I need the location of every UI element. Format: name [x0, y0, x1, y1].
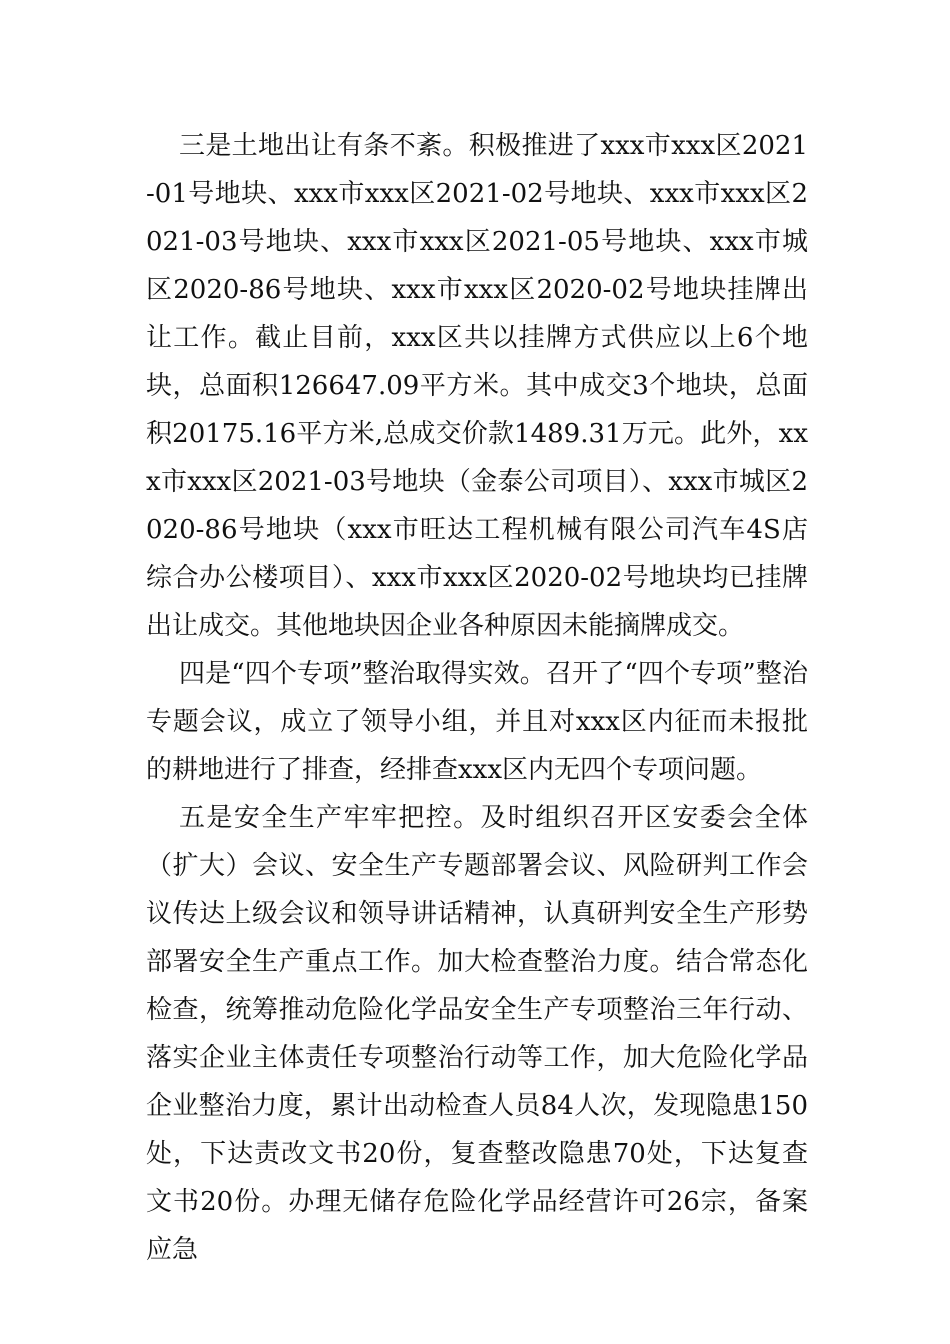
- paragraph-four-special-rectification: 四是“四个专项”整治取得实效。召开了“四个专项”整治专题会议，成立了领导小组，并且对xxx区内征而未报批的耕地进行了排查，经排查xxx区内无四个专项问题。: [146, 659, 808, 785]
- document-body: [146, 122, 808, 1274]
- paragraph-safety-production: 五是安全生产牢牢把控。及时组织召开区安委会全体（扩大）会议、安全生产专题部署会议、风险研判工作会议传达上级会议和领导讲话精神，认真研判安全生产形势部署安全生产重点工作。加大检查整治力度。结合常态化检查，统筹推动危险化学品安全生产专项整治三年行动、落实企业主体责任专项整治行动等工作，加大危险化学品企业整治力度，累计出动检查人员84人次，发现隐患150处，下达责改文书20份，复查整改隐患70处，下达复查文书20份。办理无储存危险化学品经营许可26宗，备案应急: [146, 803, 808, 1265]
- paragraph-land-transfer: 三是土地出让有条不紊。积极推进了xxx市xxx区2021-01号地块、xxx市xxx区2021-02号地块、xxx市xxx区2021-03号地块、xxx市xxx区2021-05号地块、xxx市城区2020-86号地块、xxx市xxx区2020-02号地块挂牌出让工作。截止目前，xxx区共以挂牌方式供应以上6个地块，总面积126647.09平方米。其中成交3个地块，总面积20175.16平方米,总成交价款1489.31万元。此外，xxx市xxx区2021-03号地块（金泰公司项目）、xxx市城区2020-86号地块（xxx市旺达工程机械有限公司汽车4S店综合办公楼项目）、xxx市xxx区2020-02号地块均已挂牌出让成交。其他地块因企业各种原因未能摘牌成交。: [146, 131, 808, 641]
